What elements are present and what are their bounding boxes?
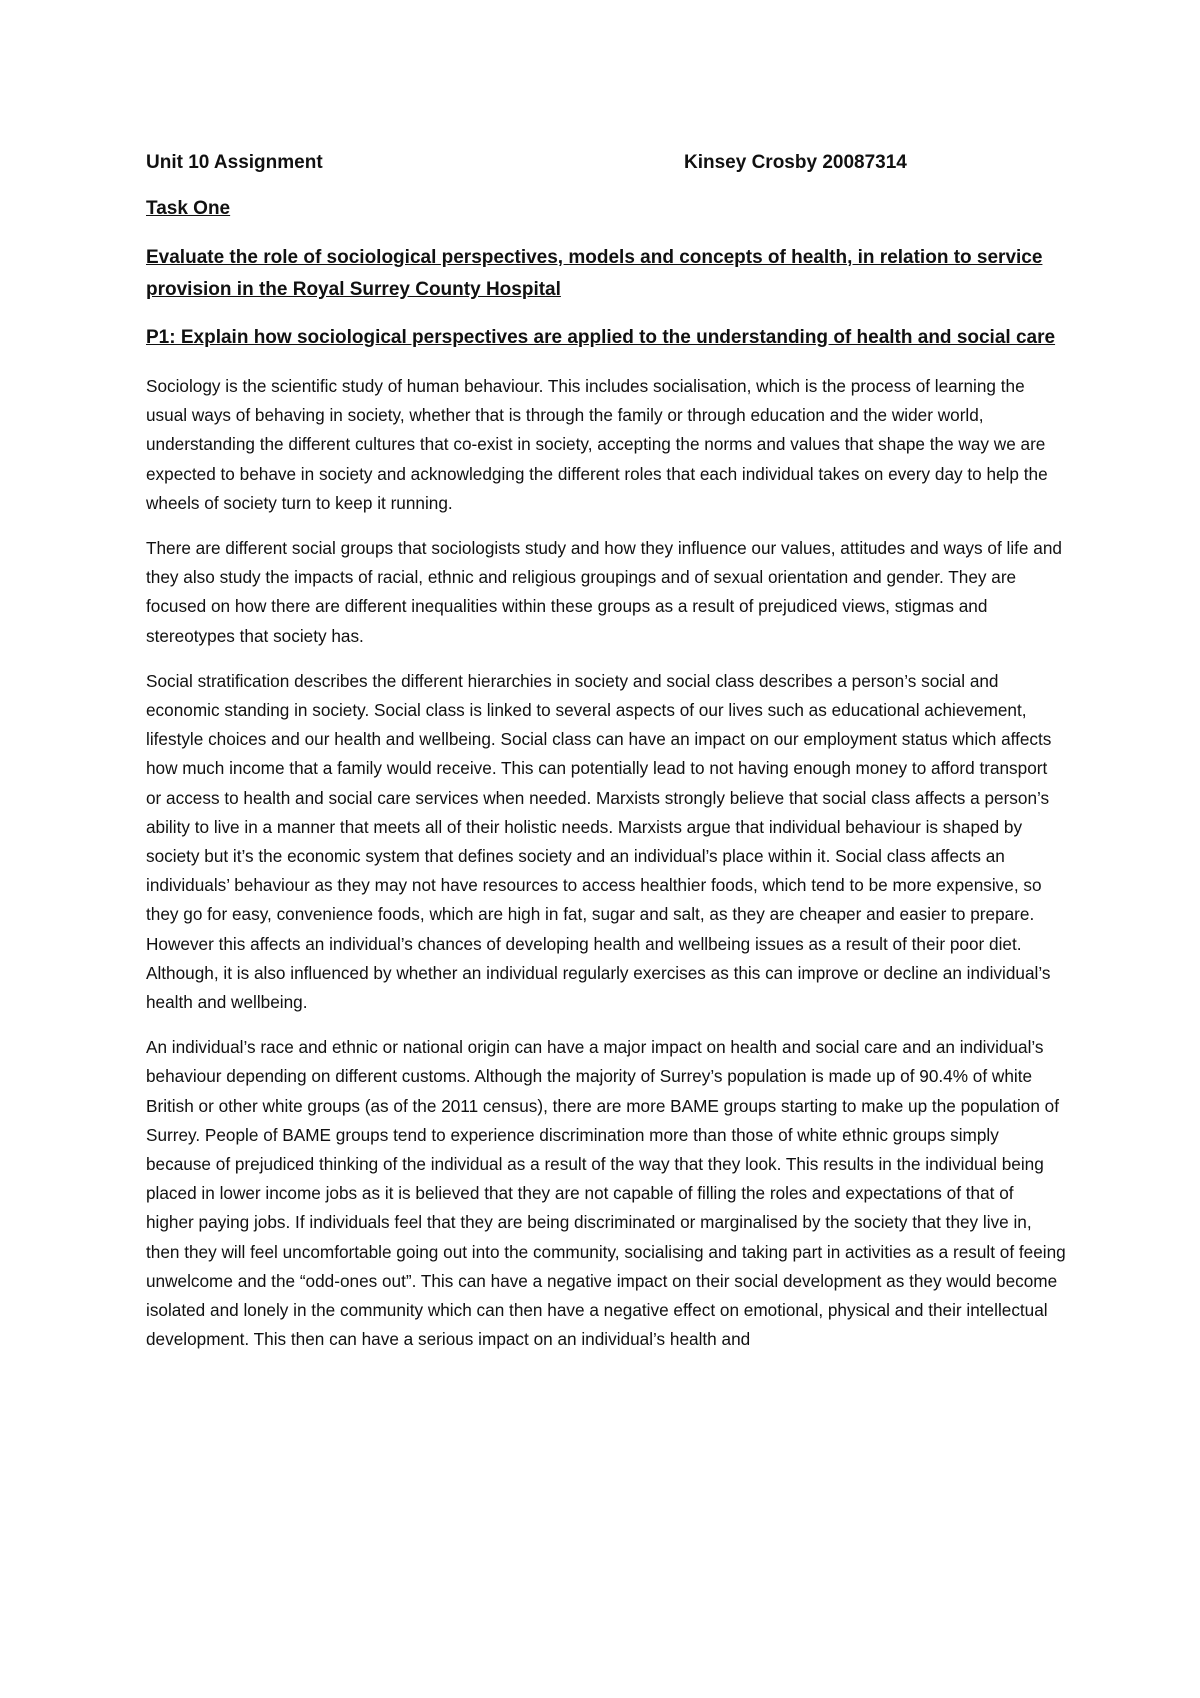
paragraph-3: Social stratification describes the different hierarchies in society and social class describes a person’s social and economic standing in society. Social class is linked to several aspects of our lives such as educational achievement, lifestyle choices and our health and wellbeing. Social class can have an impact on our employment status which affects how much income that a family would receive. This can potentially lead to not having enough money to afford transport or access to health and social care services when needed. Marxists strongly believe that social class affects a person’s ability to live in a manner that meets all of their holistic needs. Marxists argue that individual behaviour is shaped by society but it’s the economic system that defines society and an individual’s place within it. Social class affects an individuals’ behaviour as they may not have resources to access healthier foods, which tend to be more expensive, so they go for easy, convenience foods, which are high in fat, sugar and salt, as they are cheaper and easier to prepare. However this affects an individual’s chances of developing health and wellbeing issues as a result of their poor diet. Although, it is also influenced by whether an individual regularly exercises as this can improve or decline an individual’s health and wellbeing. bbox=[146, 670, 1052, 1013]
unit-title: Unit 10 Assignment bbox=[146, 152, 323, 173]
document-content bbox=[146, 148, 1066, 1355]
task-heading: Task One bbox=[146, 198, 231, 219]
author-name-id: Kinsey Crosby 20087314 bbox=[684, 152, 907, 173]
document-header bbox=[146, 148, 1066, 178]
assignment-title: Evaluate the role of sociological perspectives, models and concepts of health, in relation to service provision in the Royal Surrey County Hospital bbox=[146, 247, 1043, 300]
paragraph-2: There are different social groups that sociologists study and how they influence our values, attitudes and ways of life and they also study the impacts of racial, ethnic and religious groupings and of sexual orientation and gender. They are focused on how there are different inequalities within these groups as a result of prejudiced views, stigmas and stereotypes that society has. bbox=[146, 538, 1062, 646]
paragraph-4: An individual’s race and ethnic or national origin can have a major impact on health and social care and an individual’s behaviour depending on different customs. Although the majority of Surrey’s population is made up of 90.4% of white British or other white groups (as of the 2011 census), there are more BAME groups starting to make up the population of Surrey. People of BAME groups tend to experience discrimination more than those of white ethnic groups simply because of prejudiced thinking of the individual as a result of the way that they look. This results in the individual being placed in lower income jobs as it is believed that they are not capable of filling the roles and expectations of that of higher paying jobs. If individuals feel that they are being discriminated or marginalised by the society that they live in, then they will feel uncomfortable going out into the community, socialising and taking part in activities as a result of feeing unwelcome and the “odd-ones out”. This can have a negative impact on their social development as they would become isolated and lonely in the community which can then have a negative effect on emotional, physical and their intellectual development. This then can have a serious impact on an individual’s health and bbox=[146, 1037, 1066, 1350]
paragraph-1: Sociology is the scientific study of human behaviour. This includes socialisation, which is the process of learning the usual ways of behaving in society, whether that is through the family or through education and the wider world, understanding the different cultures that co-exist in society, accepting the norms and values that shape the way we are expected to behave in society and acknowledging the different roles that each individual takes on every day to help the wheels of society turn to keep it running. bbox=[146, 376, 1048, 513]
criterion-heading: P1: Explain how sociological perspectives are applied to the understanding of health and social care bbox=[146, 327, 1056, 348]
